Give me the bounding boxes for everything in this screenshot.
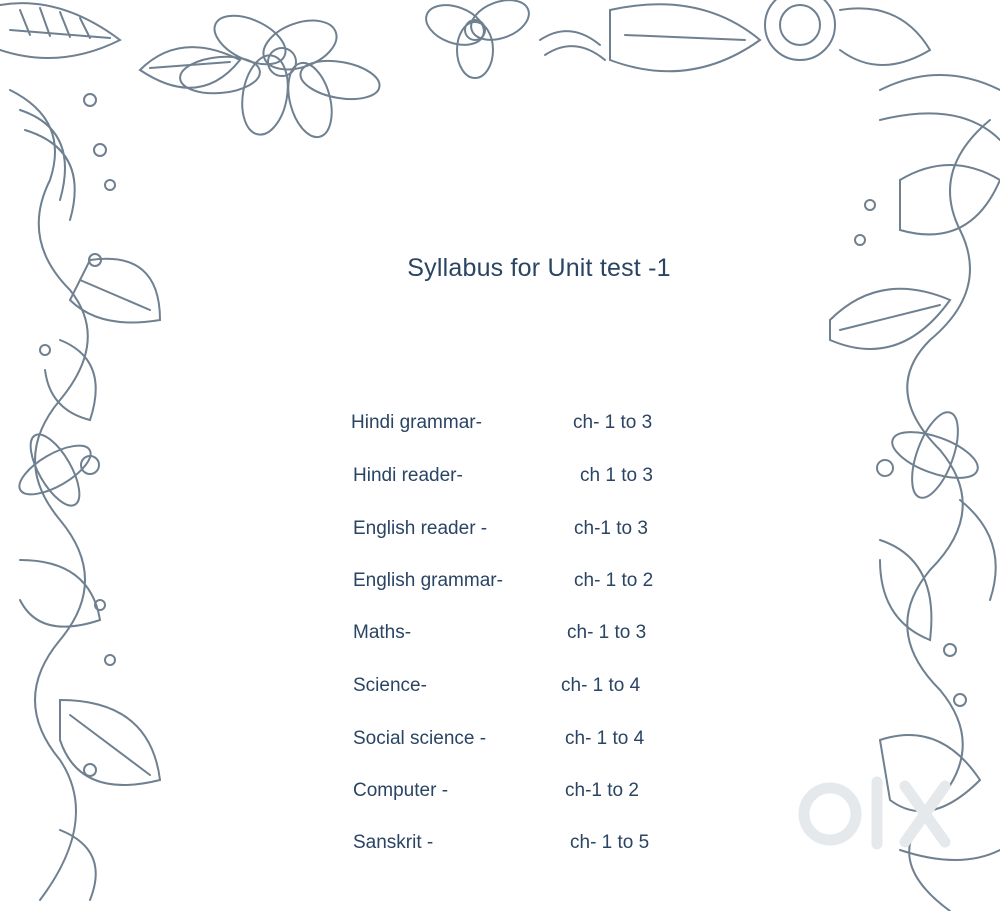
- syllabus-row: [0, 412, 1000, 442]
- subject-label: Social science -: [353, 728, 487, 749]
- subject-label: Hindi reader-: [353, 465, 463, 486]
- corner-leaf-icon: [0, 3, 120, 58]
- subject-label: Computer -: [353, 780, 449, 801]
- olx-watermark-logo-icon: [795, 772, 965, 852]
- chapter-range: ch-1 to 3: [574, 518, 648, 539]
- chapter-range: ch- 1 to 3: [567, 622, 647, 643]
- subject-label: English reader -: [353, 518, 488, 539]
- subject-label: English grammar-: [353, 570, 503, 591]
- chapter-range: ch- 1 to 2: [574, 570, 654, 591]
- syllabus-row: [0, 728, 1000, 758]
- chapter-range: ch-1 to 2: [565, 780, 639, 801]
- left-vine-icon: [10, 90, 160, 900]
- page-title: Syllabus for Unit test -1: [407, 254, 671, 282]
- chapter-range: ch- 1 to 3: [573, 412, 653, 433]
- top-flower-mid-icon: [421, 0, 605, 78]
- syllabus-row: [0, 675, 1000, 705]
- syllabus-row: [0, 570, 1000, 600]
- subject-label: Hindi grammar-: [351, 412, 482, 433]
- subject-label: Sanskrit -: [353, 832, 434, 853]
- top-flower-right-icon: [610, 0, 1000, 140]
- syllabus-row: [0, 518, 1000, 548]
- syllabus-row: [0, 465, 1000, 495]
- syllabus-row: [0, 622, 1000, 652]
- chapter-range: ch- 1 to 4: [561, 675, 641, 696]
- subject-label: Science-: [353, 675, 427, 696]
- chapter-range: ch- 1 to 5: [570, 832, 650, 853]
- top-flower-left-icon: [140, 6, 383, 142]
- chapter-range: ch 1 to 3: [580, 465, 653, 486]
- chapter-range: ch- 1 to 4: [565, 728, 645, 749]
- subject-label: Maths-: [353, 622, 412, 643]
